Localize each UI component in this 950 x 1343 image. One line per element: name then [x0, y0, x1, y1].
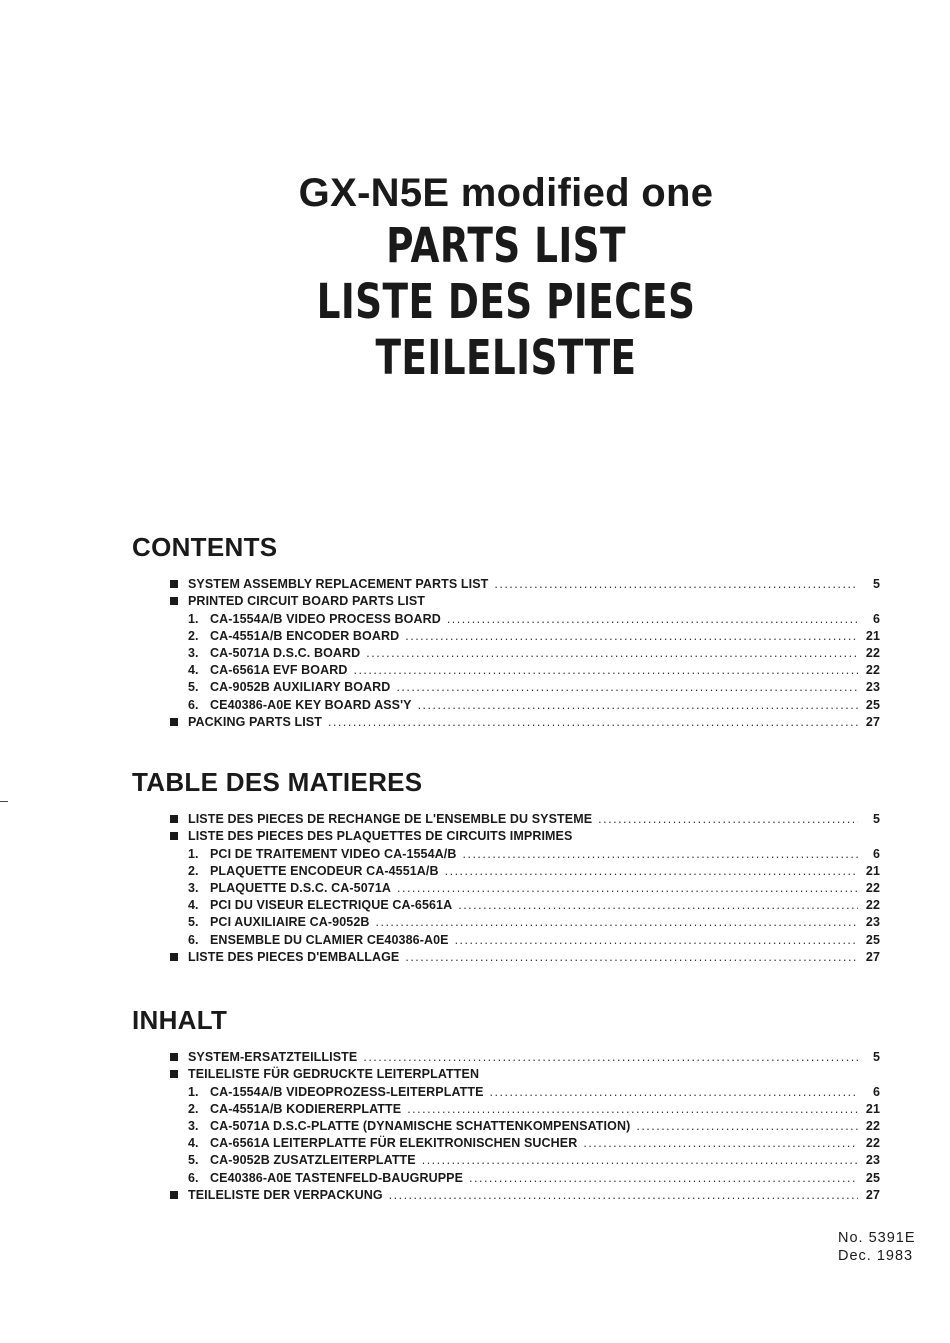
- toc-entry-label: CA-1554A/B VIDEOPROZESS-LEITERPLATTE: [210, 1084, 484, 1099]
- margin-mark: [0, 801, 8, 802]
- toc-entry-label: CE40386-A0E TASTENFELD-BAUGRUPPE: [210, 1170, 464, 1185]
- title-teilelistte: TEILELISTTE: [375, 330, 637, 386]
- toc-entry-label: LISTE DES PIECES DE RECHANGE DE L'ENSEMBLE DU SYSTEME: [188, 812, 593, 827]
- toc-entry-label: CA-4551A/B ENCODER BOARD: [210, 628, 400, 643]
- toc-entry-page: 23: [865, 680, 880, 695]
- toc-entry-label: CA-5071A D.S.C-PLATTE (DYNAMISCHE SCHATTENKOMPENSATION): [210, 1118, 631, 1133]
- toc-entry-number: 1.: [188, 1084, 199, 1099]
- dot-leader: [389, 1188, 858, 1202]
- toc-entry-page: 25: [865, 697, 880, 712]
- section-heading: INHALT: [132, 1005, 228, 1035]
- toc-entry-number: 4.: [188, 1136, 199, 1151]
- dot-leader: [396, 680, 858, 694]
- title-block: [0, 168, 950, 386]
- toc-entry-number: 5.: [188, 680, 199, 695]
- toc-entry-page: 5: [872, 1050, 880, 1065]
- toc-entry: [168, 1133, 880, 1150]
- toc-entry: [168, 643, 880, 660]
- toc-entry-number: 3.: [188, 880, 199, 895]
- toc-entry: [168, 912, 880, 929]
- toc-entry: [168, 626, 880, 643]
- toc-entry-label: PRINTED CIRCUIT BOARD PARTS LIST: [188, 594, 425, 609]
- toc-entry: [168, 878, 880, 895]
- toc-entry-page: 21: [865, 1101, 880, 1116]
- toc-entry: [168, 1167, 880, 1184]
- toc-entry-label: PACKING PARTS LIST: [188, 714, 322, 729]
- toc-entry: [168, 809, 880, 826]
- toc-entry-label: CA-5071A D.S.C. BOARD: [210, 645, 361, 660]
- square-bullet-icon: [170, 953, 178, 961]
- dot-leader: [353, 663, 858, 677]
- toc-entry: [168, 608, 880, 625]
- toc-entry-label: SYSTEM ASSEMBLY REPLACEMENT PARTS LIST: [188, 577, 489, 592]
- dot-leader: [463, 847, 859, 861]
- dot-leader: [363, 1050, 858, 1064]
- toc-entry-label: PCI DE TRAITEMENT VIDEO CA-1554A/B: [210, 846, 457, 861]
- dot-leader: [598, 812, 858, 826]
- toc-entry-page: 27: [865, 1187, 880, 1202]
- dot-leader: [328, 715, 858, 729]
- toc-entry: [168, 1099, 880, 1116]
- title-liste-des-pieces: LISTE DES PIECES: [316, 274, 696, 330]
- toc-entry-label: CA-6561A LEITERPLATTE FÜR ELEKITRONISCHEN SUCHER: [210, 1136, 578, 1151]
- dot-leader: [447, 612, 858, 626]
- toc-entry-number: 2.: [188, 863, 199, 878]
- square-bullet-icon: [170, 1070, 178, 1078]
- toc-entry-label: TEILELISTE DER VERPACKUNG: [188, 1187, 383, 1202]
- toc-entry-page: 22: [865, 880, 880, 895]
- toc-entry-label: PLAQUETTE ENCODEUR CA-4551A/B: [210, 863, 439, 878]
- dot-leader: [458, 898, 858, 912]
- dot-leader: [636, 1119, 858, 1133]
- dot-leader: [397, 881, 858, 895]
- toc-entry-number: 2.: [188, 1101, 199, 1116]
- toc-entry-number: 5.: [188, 1153, 199, 1168]
- square-bullet-icon: [170, 580, 178, 588]
- toc-entry-page: 22: [865, 898, 880, 913]
- toc-entry-label: CA-4551A/B KODIERERPLATTE: [210, 1101, 402, 1116]
- square-bullet-icon: [170, 832, 178, 840]
- toc-entry-page: 6: [872, 1084, 880, 1099]
- toc-entry: [168, 574, 880, 591]
- toc-entry-label: CE40386-A0E KEY BOARD ASS'Y: [210, 697, 412, 712]
- toc-entry-number: 4.: [188, 898, 199, 913]
- toc-entry-number: 3.: [188, 645, 199, 660]
- toc-entry-page: 27: [865, 714, 880, 729]
- toc-entry-number: 6.: [188, 932, 199, 947]
- toc-entry-page: 22: [865, 645, 880, 660]
- toc-entry-label: PCI DU VISEUR ELECTRIQUE CA-6561A: [210, 898, 453, 913]
- toc-entry: [168, 947, 880, 964]
- toc-entry-number: 3.: [188, 1118, 199, 1133]
- toc-entry: [168, 895, 880, 912]
- square-bullet-icon: [170, 815, 178, 823]
- toc-entry: [168, 1081, 880, 1098]
- toc-entry: [168, 1116, 880, 1133]
- toc-entry-number: 1.: [188, 611, 199, 626]
- dot-leader: [366, 646, 858, 660]
- toc-entry-label: PLAQUETTE D.S.C. CA-5071A: [210, 880, 392, 895]
- toc-entry: [168, 826, 880, 843]
- dot-leader: [376, 915, 858, 929]
- document-number: No. 5391E: [838, 1230, 916, 1246]
- toc-entry: [168, 929, 880, 946]
- toc-entry: [168, 660, 880, 677]
- toc-entry-label: CA-9052B ZUSATZLEITERPLATTE: [210, 1153, 416, 1168]
- title-parts-list: PARTS LIST: [386, 218, 626, 274]
- toc-entry-number: 6.: [188, 697, 199, 712]
- dot-leader: [494, 577, 858, 591]
- document-number-block: [838, 1229, 916, 1265]
- dot-leader: [583, 1136, 858, 1150]
- toc-entry: [168, 1185, 880, 1202]
- toc-entry-label: LISTE DES PIECES DES PLAQUETTES DE CIRCUITS IMPRIMES: [188, 829, 573, 844]
- toc-entry-page: 23: [865, 1153, 880, 1168]
- dot-leader: [490, 1085, 858, 1099]
- model-title: GX-N5E modified one: [298, 171, 714, 215]
- table-des-matieres-section: [132, 767, 882, 964]
- toc-entry-label: ENSEMBLE DU CLAMIER CE40386-A0E: [210, 932, 449, 947]
- toc-entry-number: 6.: [188, 1170, 199, 1185]
- toc-entry-number: 4.: [188, 663, 199, 678]
- toc-entry-page: 22: [865, 663, 880, 678]
- dot-leader: [418, 698, 858, 712]
- toc-entry-page: 22: [865, 1118, 880, 1133]
- toc-entry: [168, 1150, 880, 1167]
- dot-leader: [405, 950, 858, 964]
- toc-entry-label: PCI AUXILIAIRE CA-9052B: [210, 915, 370, 930]
- toc-entry-page: 25: [865, 1170, 880, 1185]
- toc-entry-page: 6: [872, 846, 880, 861]
- toc-entry: [168, 677, 880, 694]
- section-heading: CONTENTS: [132, 532, 278, 562]
- dot-leader: [405, 629, 858, 643]
- contents-section: [132, 532, 882, 729]
- dot-leader: [407, 1102, 858, 1116]
- toc-entry-page: 6: [872, 611, 880, 626]
- toc-entry: [168, 1047, 880, 1064]
- toc-entry-page: 5: [872, 812, 880, 827]
- toc-entry-number: 5.: [188, 915, 199, 930]
- toc-entry: [168, 1064, 880, 1081]
- toc-entry-page: 5: [872, 577, 880, 592]
- toc-entry-page: 22: [865, 1136, 880, 1151]
- toc-entry-page: 23: [865, 915, 880, 930]
- section-heading: TABLE DES MATIERES: [132, 767, 423, 797]
- toc-list: [168, 809, 880, 964]
- dot-leader: [455, 933, 858, 947]
- toc-entry: [168, 843, 880, 860]
- dot-leader: [445, 864, 858, 878]
- toc-entry: [168, 861, 880, 878]
- toc-entry-page: 27: [865, 949, 880, 964]
- toc-entry-label: LISTE DES PIECES D'EMBALLAGE: [188, 949, 400, 964]
- square-bullet-icon: [170, 1053, 178, 1061]
- square-bullet-icon: [170, 718, 178, 726]
- toc-entry-label: CA-9052B AUXILIARY BOARD: [210, 680, 391, 695]
- dot-leader: [469, 1171, 858, 1185]
- toc-entry-label: CA-6561A EVF BOARD: [210, 663, 348, 678]
- document-date: Dec. 1983: [838, 1248, 914, 1264]
- toc-entry: [168, 694, 880, 711]
- square-bullet-icon: [170, 597, 178, 605]
- toc-list: [168, 574, 880, 729]
- toc-entry-page: 25: [865, 932, 880, 947]
- toc-entry-number: 1.: [188, 846, 199, 861]
- square-bullet-icon: [170, 1191, 178, 1199]
- toc-entry-label: TEILELISTE FÜR GEDRUCKTE LEITERPLATTEN: [188, 1067, 480, 1082]
- toc-entry-number: 2.: [188, 628, 199, 643]
- toc-entry-page: 21: [865, 863, 880, 878]
- toc-list: [168, 1047, 880, 1202]
- toc-entry-label: CA-1554A/B VIDEO PROCESS BOARD: [210, 611, 441, 626]
- inhalt-section: [132, 1005, 882, 1202]
- toc-entry-label: SYSTEM-ERSATZTEILLISTE: [188, 1050, 358, 1065]
- toc-entry: [168, 712, 880, 729]
- dot-leader: [422, 1153, 858, 1167]
- toc-entry: [168, 591, 880, 608]
- toc-entry-page: 21: [865, 628, 880, 643]
